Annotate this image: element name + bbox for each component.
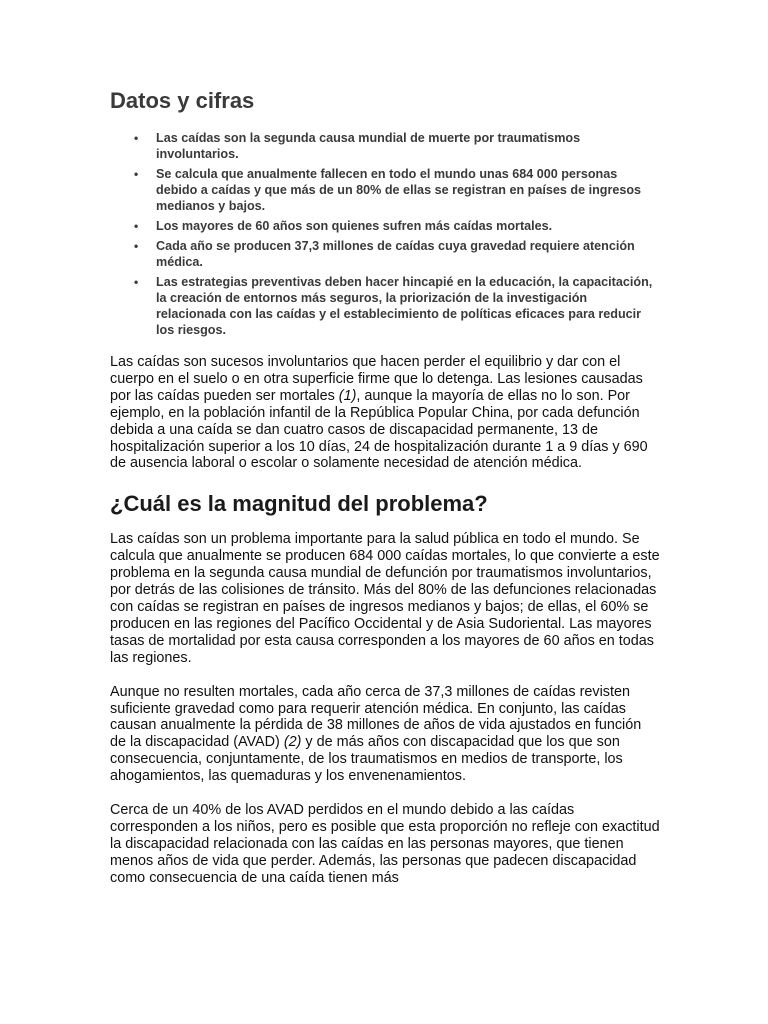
bullet-icon: • <box>134 131 139 145</box>
fact-item <box>110 218 660 234</box>
fact-text: Los mayores de 60 años son quienes sufren más caídas mortales. <box>156 219 553 233</box>
fact-text: Se calcula que anualmente fallecen en todo el mundo unas 684 000 personas debido a caídas y que más de un 80% de ellas se registran en países de ingresos medianos y bajos. <box>156 167 642 213</box>
heading-datos-y-cifras: Datos y cifras <box>110 88 255 113</box>
bullet-icon: • <box>134 219 139 233</box>
paragraph-text: Aunque no resulten mortales, cada año cerca de 37,3 millones de caídas revisten suficiente gravedad como para requerir atención médica. En conjunto, las caídas causan anualmente la pérdida de 38 millones de años de vida ajustados en función de la discapacidad (AVAD) <box>110 683 642 751</box>
citation-ref: (2) <box>283 734 302 751</box>
paragraph-avad <box>110 684 660 785</box>
document-content <box>110 88 660 887</box>
bullet-icon: • <box>134 239 139 253</box>
paragraph-text: Las caídas son sucesos involuntarios que hacen perder el equilibrio y dar con el cuerpo en el suelo o en otra superficie firme que lo detenga. Las lesiones causadas por las caídas pueden ser mortales <box>110 354 643 404</box>
paragraph-definition <box>110 354 660 472</box>
facts-list <box>110 130 660 338</box>
paragraph-text: y de más años con discapacidad que los que son consecuencia, conjuntamente, de los traumatismos en medios de transporte, los ahogamientos, las quemaduras y los envenenamientos. <box>110 734 623 785</box>
heading-magnitud-problema: ¿Cuál es la magnitud del problema? <box>110 491 488 517</box>
fact-text: Las estrategias preventivas deben hacer hincapié en la educación, la capacitación, la creación de entornos más seguros, la priorización de la investigación relacionada con las caídas y el establecimiento de políticas eficaces para reducir los riesgos. <box>156 275 653 337</box>
fact-item <box>110 238 660 270</box>
fact-text: Las caídas son la segunda causa mundial de muerte por traumatismos involuntarios. <box>156 131 581 161</box>
fact-item <box>110 166 660 214</box>
fact-item <box>110 274 660 338</box>
bullet-icon: • <box>134 167 139 181</box>
paragraph-children: Cerca de un 40% de los AVAD perdidos en el mundo debido a las caídas corresponden a los niños, pero es posible que esta proporción no refleje con exactitud la discapacidad relacionada con las caídas en las personas mayores, que tienen menos años de vida que perder. Además, las personas que padecen discapacidad como consecuencia de una caída tienen más <box>110 802 660 886</box>
citation-ref: (1) <box>338 387 357 404</box>
fact-text: Cada año se producen 37,3 millones de caídas cuya gravedad requiere atención médica. <box>156 239 635 269</box>
paragraph-magnitude: Las caídas son un problema importante para la salud pública en todo el mundo. Se calcula que anualmente se producen 684 000 caídas mortales, lo que convierte a este problema en la segunda causa mundial de defunción por traumatismos involuntarios, por detrás de las colisiones de tránsito. Más del 80% de las defunciones relacionadas con caídas se registran en países de ingresos medianos y bajos; de ellas, el 60% se producen en las regiones del Pacífico Occidental y de Asia Sudoriental. Las mayores tasas de mortalidad por esta causa corresponden a los mayores de 60 años en todas las regiones. <box>110 531 660 666</box>
fact-item <box>110 130 660 162</box>
paragraph-text: , aunque la mayoría de ellas no lo son. Por ejemplo, en la población infantil de la República Popular China, por cada defunción debida a una caída se dan cuatro casos de discapacidad permanente, 13 de hospitalización superior a los 10 días, 24 de hospitalización durante 1 a 9 días y 690 de ausencia laboral o escolar o solamente necesidad de atención médica. <box>110 387 648 472</box>
bullet-icon: • <box>134 275 139 289</box>
